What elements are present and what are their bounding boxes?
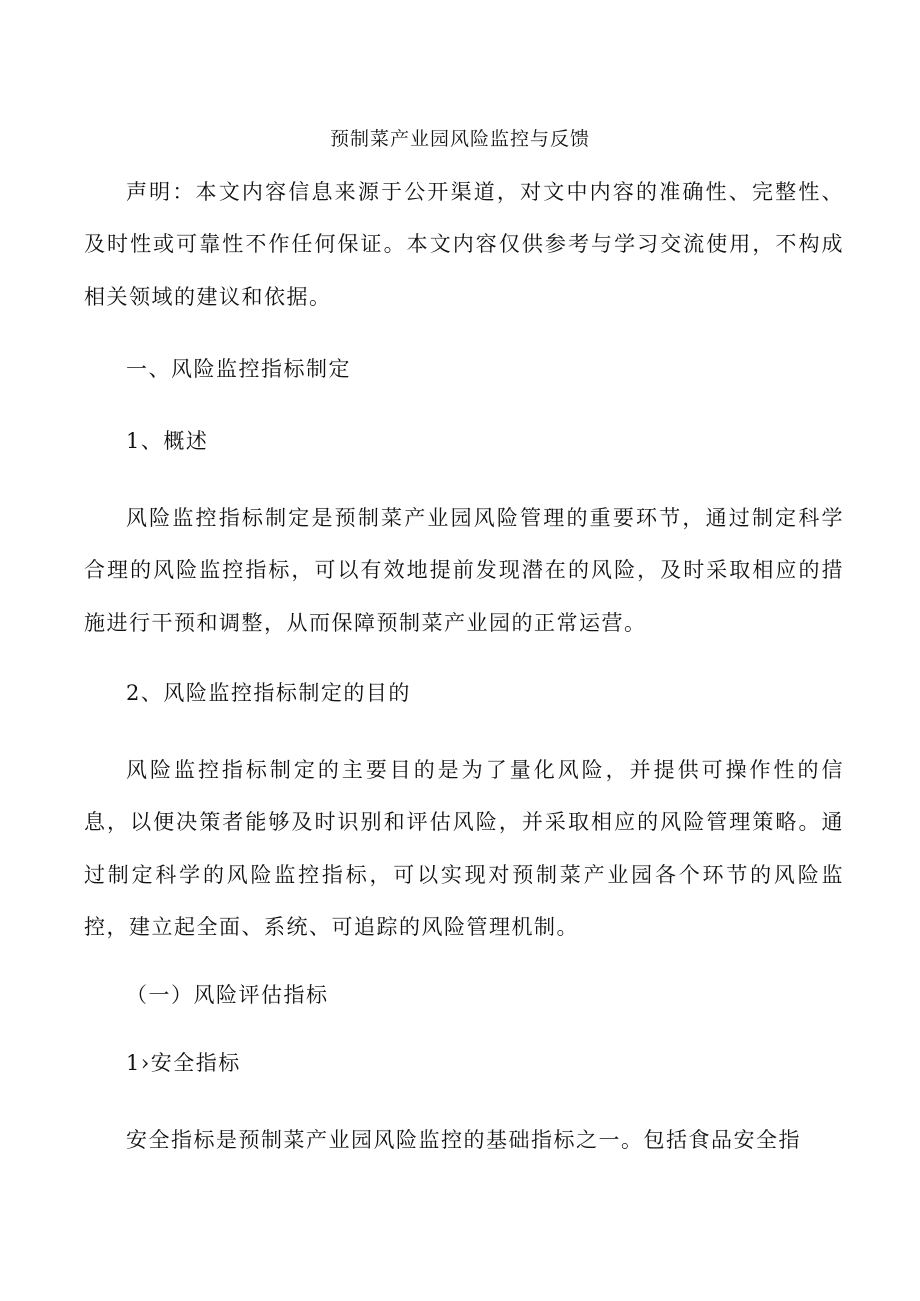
disclaimer-paragraph: 声明：本文内容信息来源于公开渠道，对文中内容的准确性、完整性、及时性或可靠性不作任何保证。本文内容仅供参考与学习交流使用，不构成相关领域的建议和依据。 [84,180,844,309]
safety-paragraph: 安全指标是预制菜产业园风险监控的基础指标之一。包括食品安全指 [126,1128,801,1152]
section-heading-1: 一、风险监控指标制定 [126,357,351,381]
overview-paragraph: 风险监控指标制定是预制菜产业园风险管理的重要环节，通过制定科学合理的风险监控指标，可以有效地提前发现潜在的风险，及时采取相应的措施进行干预和调整，从而保障预制菜产业园的正常运营。 [84,506,844,635]
subsection-heading-overview: 1、概述 [126,429,209,453]
subsection-heading-purpose: 2、风险监控指标制定的目的 [126,681,411,705]
item-heading-risk-assessment: （一）风险评估指标 [126,983,329,1007]
item-heading-safety: 1›安全指标 [126,1051,241,1075]
document-title: 预制菜产业园风险监控与反馈 [329,128,590,150]
purpose-paragraph: 风险监控指标制定的主要目的是为了量化风险，并提供可操作性的信息，以便决策者能够及时识别和评估风险，并采取相应的风险管理策略。通过制定科学的风险监控指标，可以实现对预制菜产业园各个环节的风险监控，建立起全面、系统、可追踪的风险管理机制。 [84,758,844,940]
